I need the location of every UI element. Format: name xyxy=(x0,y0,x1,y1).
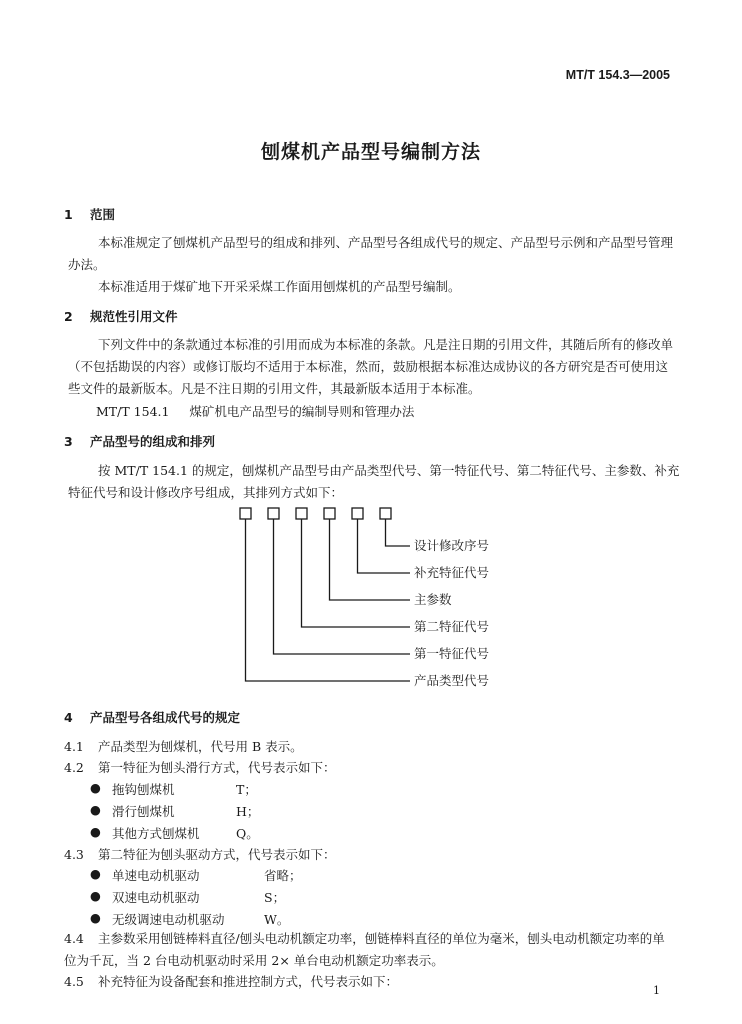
clause-text: 产品类型为刨煤机，代号用 B 表示。 xyxy=(98,739,303,754)
reference-item xyxy=(96,402,414,420)
section-number: 1 xyxy=(64,207,73,222)
list-item xyxy=(90,888,286,905)
paragraph: 本标准规定了刨煤机产品型号的组成和排列、产品型号各组成代号的规定、产品型号示例和产品型号管理办法。 xyxy=(68,235,674,272)
list-item xyxy=(90,910,290,927)
clause-text: 第二特征为刨头驱动方式，代号表示如下： xyxy=(98,847,336,862)
bullet-icon: ● xyxy=(90,802,101,817)
paragraph: 按 MT/T 154.1 的规定，刨煤机产品型号由产品类型代号、第一特征代号、第二特征代号、主参数、补充特征代号和设计修改序号组成，其排列方式如下： xyxy=(68,463,680,500)
bullet-icon: ● xyxy=(90,824,101,839)
item-code: 省略； xyxy=(264,868,302,883)
item-name: 其他方式刨煤机 xyxy=(112,826,200,841)
clause-4-2 xyxy=(64,758,336,776)
diagram-label: 第二特征代号 xyxy=(414,619,490,634)
clause-4-5 xyxy=(64,972,398,990)
list-item xyxy=(90,780,257,797)
section-4-heading xyxy=(64,708,240,726)
model-structure-diagram xyxy=(0,500,742,696)
connector-line xyxy=(386,519,411,546)
standard-number: MT/T 154.3—2005 xyxy=(565,68,670,82)
clause-number: 4.5 xyxy=(64,974,84,989)
item-name: 滑行刨煤机 xyxy=(112,804,175,819)
diagram-label: 补充特征代号 xyxy=(414,565,490,580)
item-name: 双速电动机驱动 xyxy=(112,890,200,905)
section-title: 范围 xyxy=(90,207,116,222)
bullet-icon: ● xyxy=(90,866,101,881)
section-2-heading xyxy=(64,307,178,325)
section-1-heading xyxy=(64,205,115,223)
paragraph: 下列文件中的条款通过本标准的引用而成为本标准的条款。凡是注日期的引用文件，其随后所有的修改单（不包括勘误的内容）或修订版均不适用于本标准，然而，鼓励根据本标准达成协议的各方研究是否可使用这些文件的最新版本。凡是不注日期的引用文件，其最新版本适用于本标准。 xyxy=(68,337,674,396)
section-3-heading xyxy=(64,432,215,450)
list-item xyxy=(90,866,302,883)
reference-title: 煤矿机电产品型号的编制导则和管理办法 xyxy=(189,404,415,419)
item-name: 拖钩刨煤机 xyxy=(112,782,175,797)
diagram-label: 设计修改序号 xyxy=(414,538,490,553)
page-number: 1 xyxy=(653,984,660,997)
clause-text: 主参数采用刨链棒料直径/刨头电动机额定功率，刨链棒料直径的单位为毫米，刨头电动机额定功率的单位为千瓦，当 2 台电动机驱动时采用 2× 单台电动机额定功率表示。 xyxy=(64,931,665,968)
clause-text: 第一特征为刨头滑行方式，代号表示如下： xyxy=(98,760,336,775)
clause-text: 补充特征为设备配套和推进控制方式，代号表示如下： xyxy=(98,974,399,989)
section-number: 2 xyxy=(64,309,73,324)
bullet-icon: ● xyxy=(90,780,101,795)
code-box xyxy=(324,508,335,519)
diagram-label: 主参数 xyxy=(414,592,452,607)
bullet-icon: ● xyxy=(90,910,101,925)
item-code: H； xyxy=(236,804,260,819)
item-name: 无级调速电动机驱动 xyxy=(112,912,225,927)
page-title: 刨煤机产品型号编制方法 xyxy=(260,141,481,163)
reference-code: MT/T 154.1 xyxy=(96,404,170,419)
paragraph: 本标准适用于煤矿地下开采采煤工作面用刨煤机的产品型号编制。 xyxy=(98,279,461,294)
code-box xyxy=(380,508,391,519)
clause-number: 4.2 xyxy=(64,760,84,775)
list-item xyxy=(90,802,260,819)
section-number: 3 xyxy=(64,434,73,449)
connector-line xyxy=(330,519,411,600)
code-box xyxy=(352,508,363,519)
clause-4-3 xyxy=(64,845,336,863)
section-title: 规范性引用文件 xyxy=(90,309,178,324)
clause-4-1 xyxy=(64,737,303,755)
code-box xyxy=(240,508,251,519)
item-code: S； xyxy=(264,890,286,905)
code-box xyxy=(268,508,279,519)
clause-number: 4.3 xyxy=(64,847,84,862)
item-code: W。 xyxy=(264,912,290,927)
diagram-label: 第一特征代号 xyxy=(414,646,490,661)
code-box xyxy=(296,508,307,519)
clause-number: 4.1 xyxy=(64,739,84,754)
list-item xyxy=(90,824,259,841)
clause-number: 4.4 xyxy=(64,931,84,946)
diagram-label: 产品类型代号 xyxy=(414,673,490,688)
section-number: 4 xyxy=(64,710,73,725)
connector-line xyxy=(274,519,411,654)
section-title: 产品型号的组成和排列 xyxy=(90,434,216,449)
item-code: Q。 xyxy=(236,826,259,841)
section-title: 产品型号各组成代号的规定 xyxy=(90,710,241,725)
item-name: 单速电动机驱动 xyxy=(112,868,200,883)
item-code: T； xyxy=(236,782,257,797)
clause-4-4 xyxy=(64,928,676,972)
bullet-icon: ● xyxy=(90,888,101,903)
